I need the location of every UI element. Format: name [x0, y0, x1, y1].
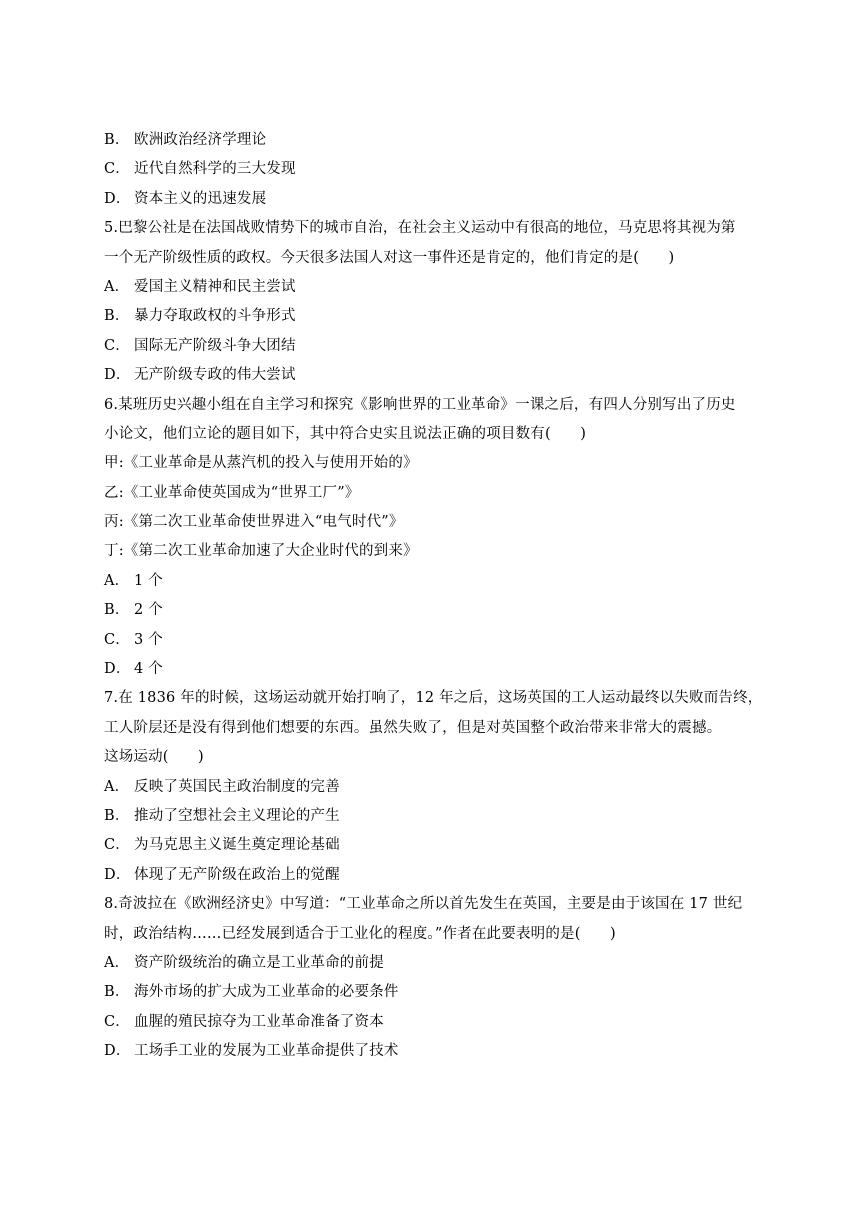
essay-title-jia: 甲:《工业革命是从蒸汽机的投入与使用开始的》	[104, 455, 418, 472]
option-c: C． 3 个	[104, 631, 163, 648]
option-a: A． 反映了英国民主政治制度的完善	[104, 778, 340, 795]
option-d: D． 4 个	[104, 661, 163, 678]
option-a: A． 资产阶级统治的确立是工业革命的前提	[104, 954, 384, 971]
question-6	[104, 391, 760, 685]
option-a: A． 1 个	[104, 572, 163, 589]
essay-title-bing: 丙:《第二次工业革命使世界进入“电气时代”》	[104, 514, 404, 531]
question-7	[104, 684, 763, 890]
option-d: D． 无产阶级专政的伟大尝试	[104, 367, 296, 384]
option-b: B． 2 个	[104, 602, 163, 619]
option-a: A． 爱国主义精神和民主尝试	[104, 278, 296, 295]
option-d: D． 资本主义的迅速发展	[104, 190, 267, 207]
option-b: B． 暴力夺取政权的斗争形式	[104, 308, 296, 325]
option-d: D． 体现了无产阶级在政治上的觉醒	[104, 866, 340, 883]
question-stem: 5.巴黎公社是在法国战败情势下的城市自治，在社会主义运动中有很高的地位，马克思将其视为第 一个无产阶级性质的政权。今天很多法国人对这一事件还是肯定的，他们肯定的是( )	[104, 220, 736, 266]
question-8	[104, 890, 760, 1066]
question-stem: 6.某班历史兴趣小组在自主学习和探究《影响世界的工业革命》一课之后，有四人分别写出了历史 小论文，他们立论的题目如下，其中符合史实且说法正确的项目数有( ) 甲:《工业革命是从蒸汽机的投入与使用开始的》 乙:《工业革命使英国成为“世界工厂”》 丙:《第二次工业革命使世界进入“电气时代”》 丁:《第二次工业革命加速了大企业时代的到来》	[104, 391, 760, 567]
option-b: B． 欧洲政治经济学理论	[104, 132, 267, 148]
question-stem: 8.奇波拉在《欧洲经济史》中写道：“工业革命之所以首先发生在英国，主要是由于该国在 17 世纪 时，政治结构……已经发展到适合于工业化的程度。”作者在此要表明的是( )	[104, 896, 743, 942]
essay-title-ding: 丁:《第二次工业革命加速了大企业时代的到来》	[104, 543, 418, 560]
option-c: C． 近代自然科学的三大发现	[104, 161, 296, 178]
question-stem: 7.在 1836 年的时候，这场运动就开始打响了，12 年之后，这场英国的工人运动最终以失败而告终， 工人阶层还是没有得到他们想要的东西。虽然失败了，但是对英国整个政治带来非常大的震撼。 这场运动( )	[104, 690, 763, 766]
essay-title-yi: 乙:《工业革命使英国成为“世界工厂”》	[104, 484, 360, 501]
option-d: D． 工场手工业的发展为工业革命提供了技术	[104, 1043, 399, 1060]
question-4-tail	[104, 126, 760, 214]
option-c: C． 为马克思主义诞生奠定理论基础	[104, 837, 340, 854]
option-c: C． 血腥的殖民掠夺为工业革命准备了资本	[104, 1013, 384, 1030]
question-5	[104, 214, 760, 390]
option-c: C． 国际无产阶级斗争大团结	[104, 337, 296, 354]
option-b: B． 推动了空想社会主义理论的产生	[104, 807, 340, 824]
question-list	[104, 126, 763, 1067]
option-b: B． 海外市场的扩大成为工业革命的必要条件	[104, 984, 399, 1001]
